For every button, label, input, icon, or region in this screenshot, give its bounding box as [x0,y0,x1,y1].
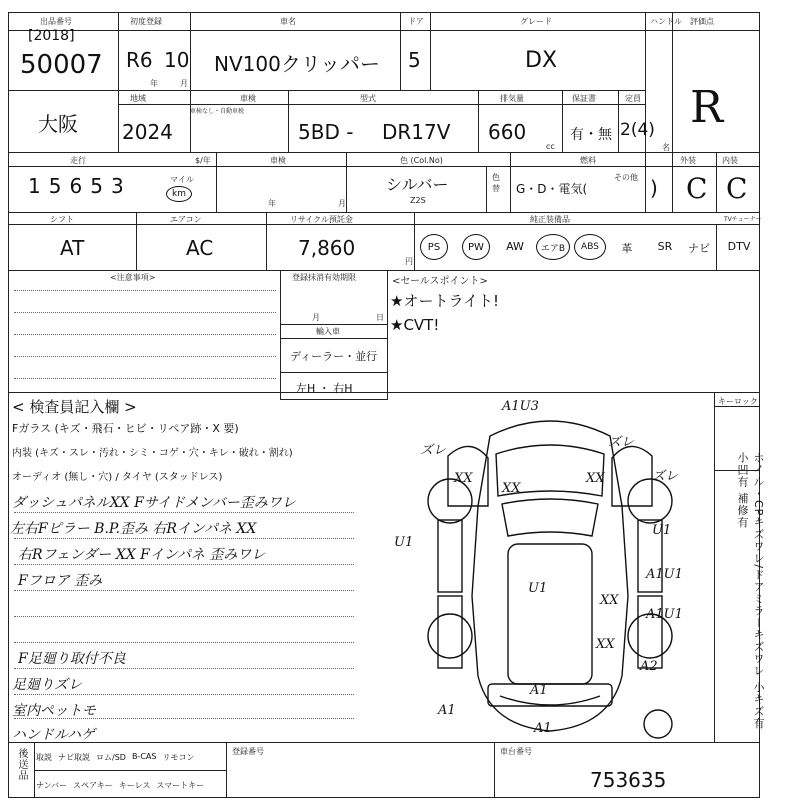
mileage-digit: 3 [110,174,124,198]
ac-value: AC [186,236,214,260]
back-items-bottom [36,780,204,791]
mark-u1-left: U1 [394,535,414,550]
color-change-label: 色替 [492,173,500,193]
ac-label: エアコン [170,215,202,224]
interior-line: 内装 (キズ・スレ・汚れ・シミ・コゲ・穴・キレ・破れ・割れ) [12,448,293,459]
mileage-digit: 6 [69,174,83,198]
sales-point-2: ★CVT! [390,316,440,334]
handle-side: 左H ・ 右H [296,382,353,395]
mark-xx-door: XX [600,593,619,608]
fuel-label: 燃料 [580,156,596,165]
shift-value: AT [60,236,85,260]
interior-label: 内装 [722,156,738,165]
color-value: シルバー [386,175,449,194]
recycle-value: 7,860 [298,236,356,260]
inspector-note: 右Rフェンダー XX Fインパネ 歪みワレ [18,547,266,563]
back-items-top [36,752,194,763]
caution-label: <注意事項> [110,273,156,282]
car-name: NV100クリッパー [214,52,381,76]
reg-month-unit: 月 [312,313,320,322]
exterior-grade: C [686,172,708,205]
exterior-label: 外装 [680,156,696,165]
registration-label: 登録抹消有効期限 [292,273,356,282]
doors-label: ドア [408,17,424,26]
warranty-label: 保証書 [572,94,596,103]
color-label: 色 (Col.No) [400,156,443,165]
damage-legend: ホイル・CPキズワレ/ドアミラーキズワレ 小キズ有 小凹有 補修有 [736,452,765,730]
inspector-note: 室内ペットモ [12,703,96,719]
cc-unit: cc [546,142,555,151]
fuel-value: G・D・電気( [516,182,588,196]
mark-zure-far-right: ズレ [652,469,679,484]
meter-label: $/年 [195,156,211,165]
back-item: スマートキー [156,781,205,790]
type-prefix: 5BD - [298,120,354,144]
first-reg-tsuki: 月 [180,79,188,88]
score-label: 評価点 [690,17,714,26]
mileage-digit: 5 [90,174,103,198]
warranty: 有・無 [570,127,612,143]
recycle-label: リサイクル預託金 [290,215,353,224]
chassis-number: 753635 [590,768,667,792]
equipment-label: 純正装備品 [530,215,570,224]
yen-unit: 円 [405,257,413,266]
type-label: 型式 [360,94,376,103]
equip-abs: ABS [574,234,606,260]
back-item: B-CAS [131,752,157,761]
color-code: Z2S [410,196,426,205]
chassis-label: 車台番号 [500,747,532,756]
mark-zure-left: ズレ [420,443,447,458]
mile-unit: マイル [170,175,194,184]
first-reg-year: R6 [126,48,153,72]
back-item: スペアキー [73,781,113,790]
inspection-year-unit: 年 [268,199,276,208]
equip-ps: PS [420,234,448,260]
model-year: 2024 [122,120,173,144]
inspector-note: Fフロア 歪み [18,573,103,589]
displacement-label: 排気量 [500,94,524,103]
grade-label: グレード [520,17,552,26]
car-doors: 5 [408,48,421,72]
capacity-label: 定員 [625,94,641,103]
inspector-note: F足廻り取付不良 [18,651,126,667]
model-name-label: 車名 [280,17,296,26]
back-items-label: 後送品 [16,748,27,781]
mark-u1-center: U1 [528,581,548,596]
tuner-label: TVチューナー [724,216,762,223]
displacement: 660 [488,120,527,144]
inspection-month-unit: 月 [338,199,346,208]
mark-a1u1-b: A1U1 [646,607,683,622]
mark-a2: A2 [640,659,658,674]
dealer-parallel: ディーラー・並行 [290,350,378,363]
score-value: R [690,82,724,133]
mark-a1-left: A1 [438,703,456,718]
mark-xx-center: XX [502,481,521,496]
equip-pw: PW [462,234,490,260]
mark-top: A1U3 [502,399,539,414]
mark-zure-right: ズレ [608,435,635,450]
fuel-close: ) [650,176,658,200]
glass-line: Fガラス (キズ・飛石・ヒビ・リペア跡・X 要) [12,422,239,435]
audio-line: オーディオ (無し・穴) / タイヤ (スタッドレス) [12,472,223,483]
mileage-digit: 5 [48,174,62,198]
car-grade: DX [525,48,558,73]
capacity: 2(4) [620,120,655,140]
equip-airbag: エアB [536,234,570,260]
mark-u1-right: U1 [652,523,672,538]
mileage-digit: 1 [28,174,41,198]
shaken-label: 車検 [240,94,256,103]
mileage-label: 走行 [70,156,86,165]
first-reg-label: 初度登録 [130,17,162,26]
region: 大阪 [38,112,78,136]
keyless-label: キーロック [718,397,758,406]
km-unit: km [166,186,192,202]
back-item: キーレス [118,781,151,790]
import-label: 輸入車 [316,327,340,336]
mark-xx-right: XX [586,471,605,486]
back-item: リモコン [162,753,195,762]
back-item: 取説 [36,753,52,762]
first-reg-month: 10 [164,48,190,72]
equip-leather: 革 [621,242,633,255]
sales-point-1: ★オートライト! [390,292,500,310]
region-label: 地域 [130,94,146,103]
mark-a1-rear: A1 [530,683,548,698]
lot-year: [2018] [28,28,75,44]
mark-xx-rear: XX [596,637,615,652]
mark-a1u1-a: A1U1 [646,567,683,582]
sales-label: <セールスポイント> [392,276,488,287]
inspector-note: ダッシュパネルXX Fサイドメンバー歪みワレ [12,495,296,511]
interior-grade: C [726,172,748,205]
inspector-note: 足廻りズレ [12,677,82,693]
reg-number-label: 登録番号 [232,747,264,756]
inspector-title: < 検査員記入欄 > [12,398,137,416]
inspector-note: 左右Fピラー B.P.歪み 右Rインパネ XX [10,521,257,537]
lot-number: 50007 [20,50,103,80]
inspection-label: 車検 [270,156,286,165]
mark-xx-left: XX [454,471,473,486]
shift-label: シフト [50,215,74,224]
mark-a1-bottom: A1 [534,721,552,736]
handle-label: ハンドル [650,17,682,26]
back-item: ナンバー [36,781,68,790]
type-code: DR17V [382,120,451,144]
capacity-unit: 名 [662,143,670,152]
back-item: ロム/SD [96,753,126,762]
shaken-note: 車検なし・自動車税 [190,108,245,115]
reg-day-unit: 日 [376,313,384,322]
equip-navi: ナビ [688,242,710,255]
mileage-digits [28,174,124,198]
lot-label: 出品番号 [40,17,72,26]
equip-dtv: DTV [727,240,751,253]
inspector-note: ハンドルハゲ [12,727,96,743]
first-reg-nen: 年 [150,79,158,88]
fuel-other-label: その他 [614,173,638,182]
back-item: ナビ取説 [58,753,90,762]
equip-aw: AW [506,240,524,253]
car-diagram [390,396,710,746]
equip-sunroof: SR [657,240,673,253]
